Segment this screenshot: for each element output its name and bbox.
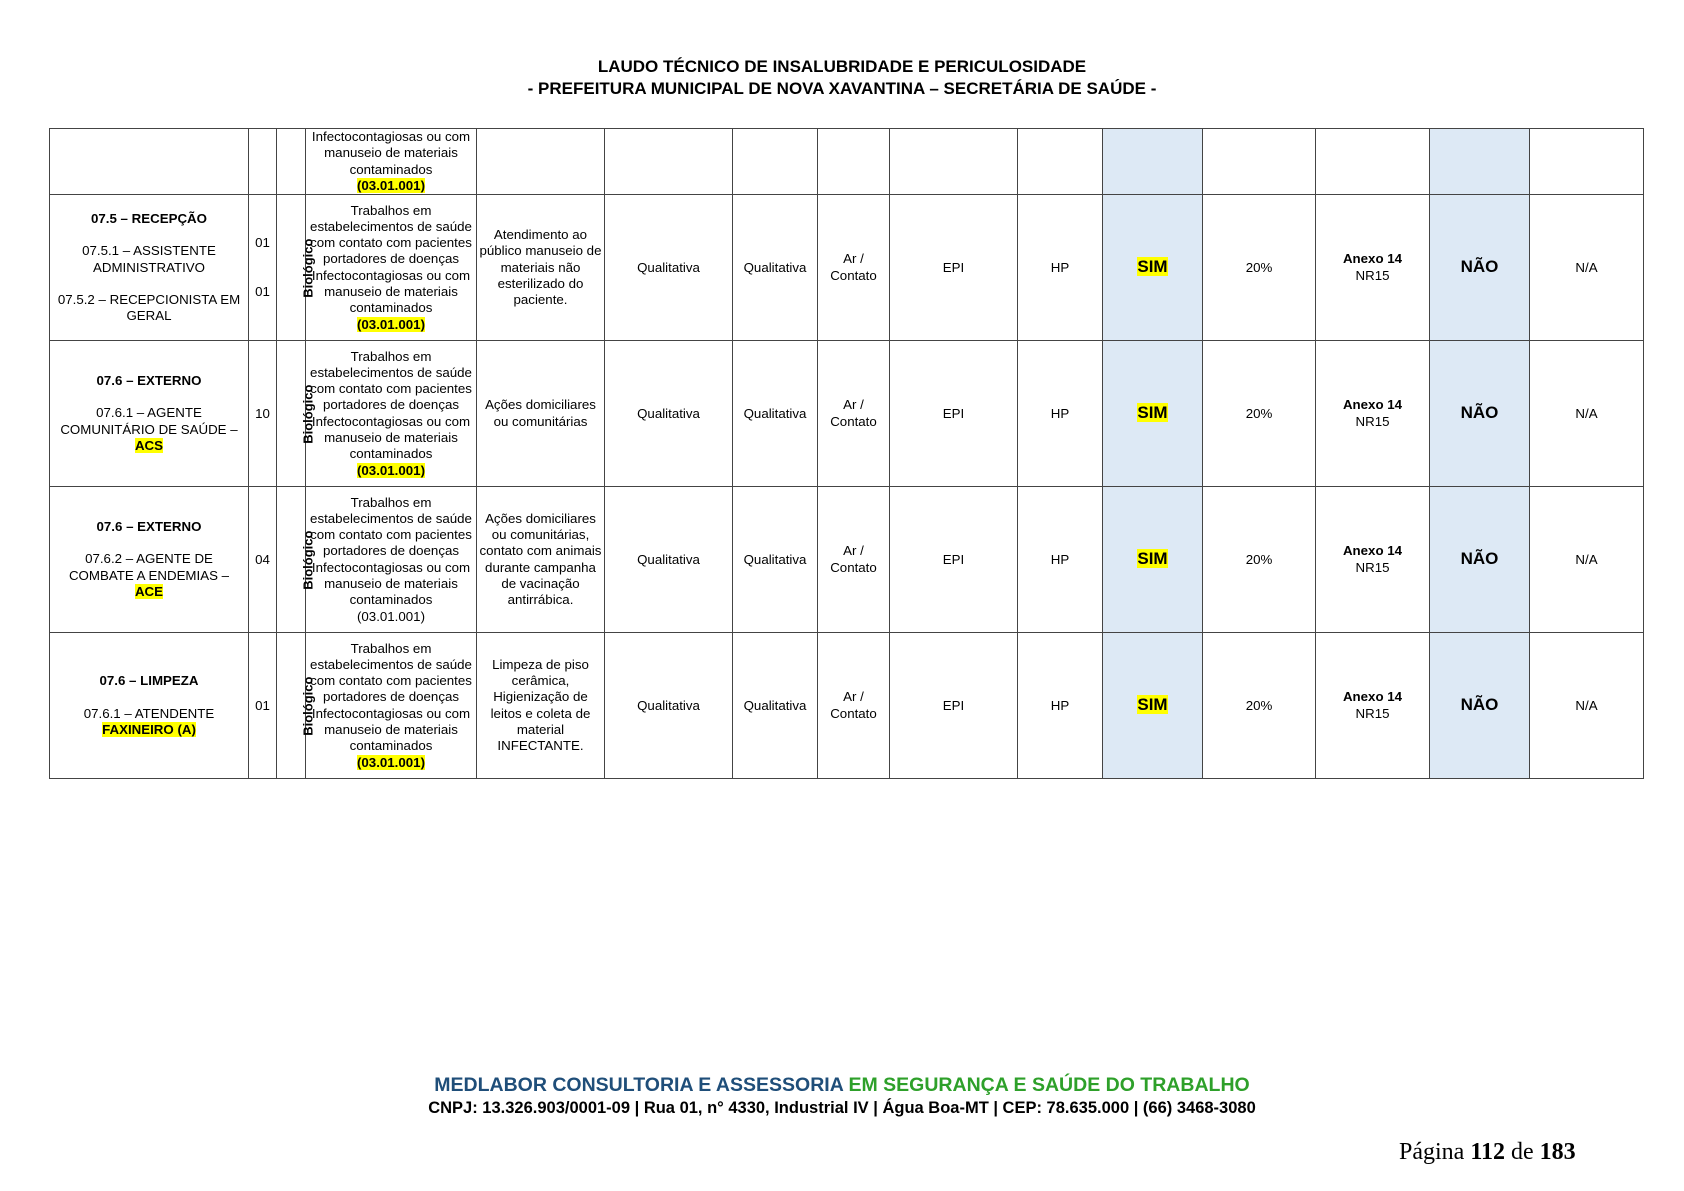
function-highlight: FAXINEIRO (A) (102, 721, 196, 737)
cell-qty: 04 (249, 487, 277, 633)
cell-route: Ar / Contato (818, 341, 890, 487)
footer-company (0, 1074, 1684, 1097)
cell-source (306, 633, 477, 779)
page-of: de (1511, 1139, 1534, 1165)
cell-activity (477, 129, 605, 195)
insalubrity-flag: SIM (1137, 695, 1168, 715)
source-code: (03.01.001) (356, 754, 425, 770)
sector-title: 07.6 – EXTERNO (96, 373, 202, 389)
cell-source (306, 195, 477, 341)
function-name: 07.6.1 – ATENDENTE (83, 705, 215, 721)
insalubrity-flag: SIM (1137, 403, 1168, 423)
source-text: Infectocontagiosas ou com manuseio de materiais contaminados (311, 413, 471, 462)
annex-label: Anexo 14 (1342, 251, 1403, 267)
cell-eval2 (733, 129, 818, 195)
periculosity-flag: NÃO (1460, 403, 1499, 423)
source-text: Trabalhos em estabelecimentos de saúde com contato com pacientes portadores de doenças (310, 202, 472, 267)
nr-label: NR15 (1355, 413, 1390, 429)
page-total: 183 (1539, 1139, 1576, 1165)
qty-value: 01 (255, 235, 270, 251)
cell-legal (1316, 341, 1430, 487)
company-tagline: EM SEGURANÇA E SAÚDE DO TRABALHO (848, 1074, 1250, 1096)
cell-insalubrity (1103, 195, 1203, 341)
cell-route (818, 129, 890, 195)
cell-qty: 10 (249, 341, 277, 487)
source-text: Trabalhos em estabelecimentos de saúde com contato com pacientes portadores de doenças (310, 348, 472, 413)
page-label: Página (1399, 1139, 1465, 1165)
cell-grade: 20% (1203, 487, 1316, 633)
cell-na (1530, 129, 1644, 195)
cell-periculosity (1430, 129, 1530, 195)
periculosity-flag: NÃO (1460, 257, 1499, 277)
sector-title: 07.6 – LIMPEZA (99, 673, 199, 689)
source-code: (03.01.001) (356, 177, 425, 193)
cell-function (50, 341, 249, 487)
cell-na: N/A (1530, 633, 1644, 779)
cell-agent (277, 341, 316, 487)
cell-function (50, 487, 249, 633)
cell-epi: EPI (890, 633, 1018, 779)
cell-insalubrity (1103, 487, 1203, 633)
cell-eval1: Qualitativa (605, 487, 733, 633)
function-highlight: ACE (134, 583, 164, 599)
cell-function (50, 633, 249, 779)
insalubrity-flag: SIM (1137, 257, 1168, 277)
cell-hp: HP (1018, 633, 1103, 779)
cell-hp (1018, 129, 1103, 195)
nr-label: NR15 (1355, 267, 1390, 283)
source-code: (03.01.001) (356, 608, 425, 624)
function-name: 07.6.1 – AGENTE COMUNITÁRIO DE SAÚDE – (60, 405, 238, 437)
cell-qty (249, 195, 277, 341)
cell-legal (1316, 487, 1430, 633)
document-header (0, 56, 1684, 100)
annex-label: Anexo 14 (1342, 397, 1403, 413)
agent-label: Biológico (300, 530, 316, 590)
sector-title: 07.5 – RECEPÇÃO (90, 210, 208, 226)
agent-label: Biológico (300, 384, 316, 444)
cell-epi (890, 129, 1018, 195)
cell-eval1: Qualitativa (605, 195, 733, 341)
source-code: (03.01.001) (356, 462, 425, 478)
nr-label: NR15 (1355, 559, 1390, 575)
table-row (50, 487, 1644, 633)
cell-periculosity (1430, 195, 1530, 341)
cell-eval2: Qualitativa (733, 487, 818, 633)
nr-label: NR15 (1355, 705, 1390, 721)
cell-legal (1316, 129, 1430, 195)
cell-hp: HP (1018, 195, 1103, 341)
sector-title: 07.6 – EXTERNO (96, 519, 202, 535)
table-row (50, 341, 1644, 487)
cell-epi: EPI (890, 195, 1018, 341)
annex-label: Anexo 14 (1342, 543, 1403, 559)
cell-qty: 01 (249, 633, 277, 779)
risk-table (49, 128, 1644, 779)
cell-agent (277, 129, 306, 195)
cell-source (306, 341, 477, 487)
agent-label: Biológico (300, 676, 316, 736)
cell-epi: EPI (890, 341, 1018, 487)
source-text: Infectocontagiosas ou com manuseio de materiais contaminados (311, 267, 471, 316)
cell-hp: HP (1018, 487, 1103, 633)
cell-na: N/A (1530, 487, 1644, 633)
page-current: 112 (1470, 1139, 1506, 1165)
cell-agent (277, 487, 316, 633)
cell-na: N/A (1530, 195, 1644, 341)
cell-eval1: Qualitativa (605, 633, 733, 779)
cell-route: Ar / Contato (818, 195, 890, 341)
cell-eval2: Qualitativa (733, 341, 818, 487)
source-text: Infectocontagiosas ou com manuseio de materiais contaminados (311, 559, 471, 608)
cell-source (306, 129, 477, 195)
cell-grade (1203, 129, 1316, 195)
cell-eval2: Qualitativa (733, 195, 818, 341)
cell-function (50, 195, 249, 341)
company-name: MEDLABOR CONSULTORIA E ASSESSORIA (434, 1074, 844, 1096)
cell-activity: Limpeza de piso cerâmica, Higienização de leitos e coleta de material INFECTANTE. (477, 633, 605, 779)
insalubrity-flag: SIM (1137, 549, 1168, 569)
cell-periculosity (1430, 487, 1530, 633)
cell-grade: 20% (1203, 341, 1316, 487)
cell-activity: Atendimento ao público manuseio de materiais não esterilizado do paciente. (477, 195, 605, 341)
cell-eval1: Qualitativa (605, 341, 733, 487)
function-name: 07.6.2 – AGENTE DE COMBATE A ENDEMIAS – (68, 551, 230, 583)
table-row (50, 633, 1644, 779)
cell-insalubrity (1103, 129, 1203, 195)
header-title: LAUDO TÉCNICO DE INSALUBRIDADE E PERICULOSIDADE (597, 57, 1087, 76)
source-code: (03.01.001) (356, 316, 425, 332)
periculosity-flag: NÃO (1460, 549, 1499, 569)
cell-legal (1316, 633, 1430, 779)
cell-agent (277, 195, 316, 341)
cell-periculosity (1430, 341, 1530, 487)
cell-qty (249, 129, 277, 195)
header-subtitle: - PREFEITURA MUNICIPAL DE NOVA XAVANTINA – SECRETÁRIA DE SAÚDE - (527, 79, 1157, 98)
cell-source (306, 487, 477, 633)
table-row (50, 195, 1644, 341)
source-text: Infectocontagiosas ou com manuseio de materiais contaminados (311, 129, 471, 177)
cell-epi: EPI (890, 487, 1018, 633)
qty-value: 01 (255, 283, 270, 299)
cell-eval1 (605, 129, 733, 195)
cell-grade: 20% (1203, 633, 1316, 779)
cell-hp: HP (1018, 341, 1103, 487)
cell-activity: Ações domiciliares ou comunitárias (477, 341, 605, 487)
cell-activity: Ações domiciliares ou comunitárias, contato com animais durante campanha de vacinação antirrábica. (477, 487, 605, 633)
cell-insalubrity (1103, 341, 1203, 487)
cell-route: Ar / Contato (818, 487, 890, 633)
source-text: Infectocontagiosas ou com manuseio de materiais contaminados (311, 705, 471, 754)
function-highlight: ACS (134, 437, 164, 453)
cell-periculosity (1430, 633, 1530, 779)
table-row (50, 129, 1644, 195)
cell-legal (1316, 195, 1430, 341)
footer-address: CNPJ: 13.326.903/0001-09 | Rua 01, n° 4330, Industrial IV | Água Boa-MT | CEP: 78.635.000 | (66) 3468-3080 (428, 1099, 1256, 1117)
source-text: Trabalhos em estabelecimentos de saúde com contato com pacientes portadores de doenças (310, 640, 472, 705)
cell-insalubrity (1103, 633, 1203, 779)
page-number (1399, 1139, 1639, 1166)
function-name: 07.5.2 – RECEPCIONISTA EM GERAL (57, 291, 241, 324)
cell-grade: 20% (1203, 195, 1316, 341)
cell-function (50, 129, 249, 195)
annex-label: Anexo 14 (1342, 689, 1403, 705)
cell-agent (277, 633, 316, 779)
source-text: Trabalhos em estabelecimentos de saúde com contato com pacientes portadores de doenças (310, 494, 472, 559)
cell-na: N/A (1530, 341, 1644, 487)
cell-route: Ar / Contato (818, 633, 890, 779)
function-name: 07.5.1 – ASSISTENTE ADMINISTRATIVO (82, 243, 216, 275)
periculosity-flag: NÃO (1460, 695, 1499, 715)
cell-eval2: Qualitativa (733, 633, 818, 779)
agent-label: Biológico (300, 238, 316, 298)
